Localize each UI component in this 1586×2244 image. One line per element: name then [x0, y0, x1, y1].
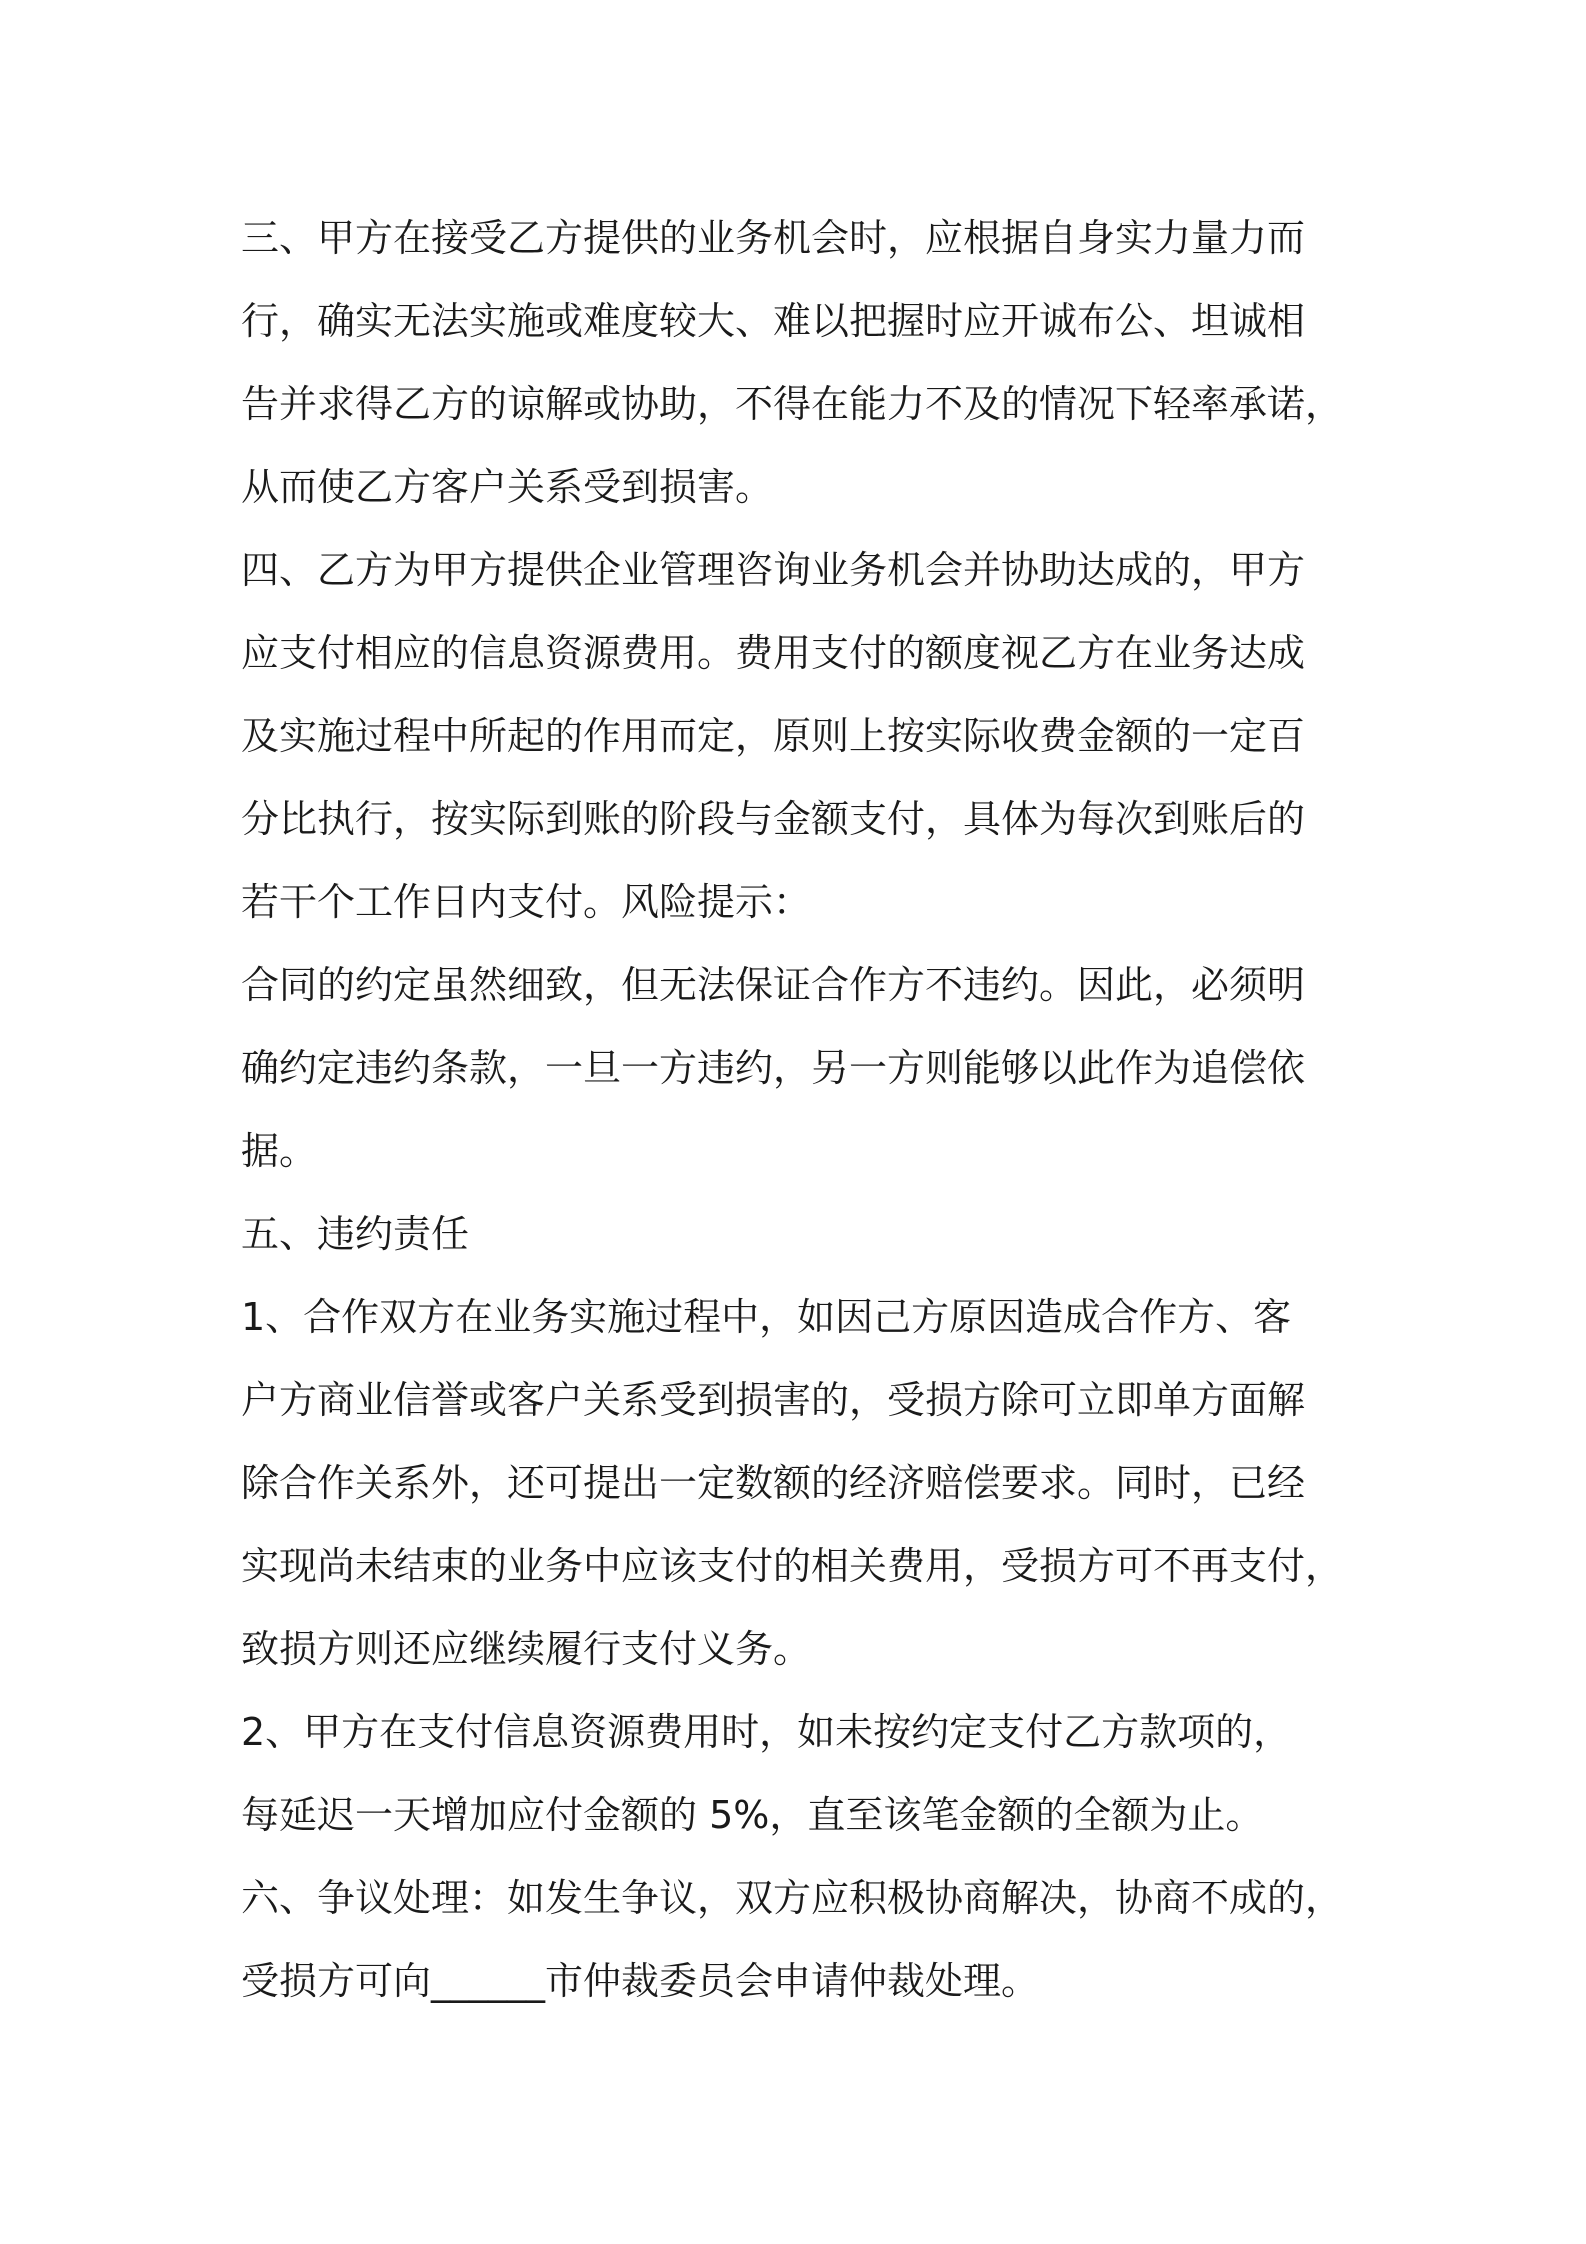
- document-body: [241, 197, 1371, 2023]
- section-heading: 五、违约责任: [241, 1212, 470, 1256]
- text-line: 分比执行，按实际到账的阶段与金额支付，具体为每次到账后的: [241, 797, 1306, 841]
- text-line: 致损方则还应继续履行支付义务。: [241, 1627, 812, 1671]
- text-line: 据。: [241, 1129, 318, 1173]
- text-line: 及实施过程中所起的作用而定，原则上按实际收费金额的一定百: [241, 714, 1306, 758]
- text-line: 告并求得乙方的谅解或协助，不得在能力不及的情况下轻率承诺，: [241, 382, 1344, 426]
- text-line: 六、争议处理：如发生争议，双方应积极协商解决，协商不成的，: [241, 1876, 1344, 1920]
- text-line: 户方商业信誉或客户关系受到损害的，受损方除可立即单方面解: [241, 1378, 1306, 1422]
- text-line: 从而使乙方客户关系受到损害。: [241, 465, 774, 509]
- text-line: 每延迟一天增加应付金额的 5%，直至该笔金额的全额为止。: [241, 1793, 1264, 1837]
- text-line: 除合作关系外，还可提出一定数额的经济赔偿要求。同时，已经: [241, 1461, 1306, 1505]
- text-line: 行，确实无法实施或难度较大、难以把握时应开诚布公、坦诚相: [241, 299, 1306, 343]
- text-line: 实现尚未结束的业务中应该支付的相关费用，受损方可不再支付，: [241, 1544, 1344, 1588]
- text-line: 确约定违约条款，一旦一方违约，另一方则能够以此作为追偿依: [241, 1046, 1306, 1090]
- text-line: 受损方可向______市仲裁委员会申请仲裁处理。: [241, 1959, 1040, 2003]
- text-line: 2、甲方在支付信息资源费用时，如未按约定支付乙方款项的，: [241, 1710, 1292, 1754]
- text-line: 四、乙方为甲方提供企业管理咨询业务机会并协助达成的，甲方: [241, 548, 1306, 592]
- text-line: 合同的约定虽然细致，但无法保证合作方不违约。因此，必须明: [241, 963, 1306, 1007]
- text-line: 若干个工作日内支付。风险提示：: [241, 880, 812, 924]
- text-line: 三、甲方在接受乙方提供的业务机会时，应根据自身实力量力而: [241, 216, 1306, 260]
- text-line: 应支付相应的信息资源费用。费用支付的额度视乙方在业务达成: [241, 631, 1306, 675]
- text-line: 1、合作双方在业务实施过程中，如因己方原因造成合作方、客: [241, 1295, 1292, 1339]
